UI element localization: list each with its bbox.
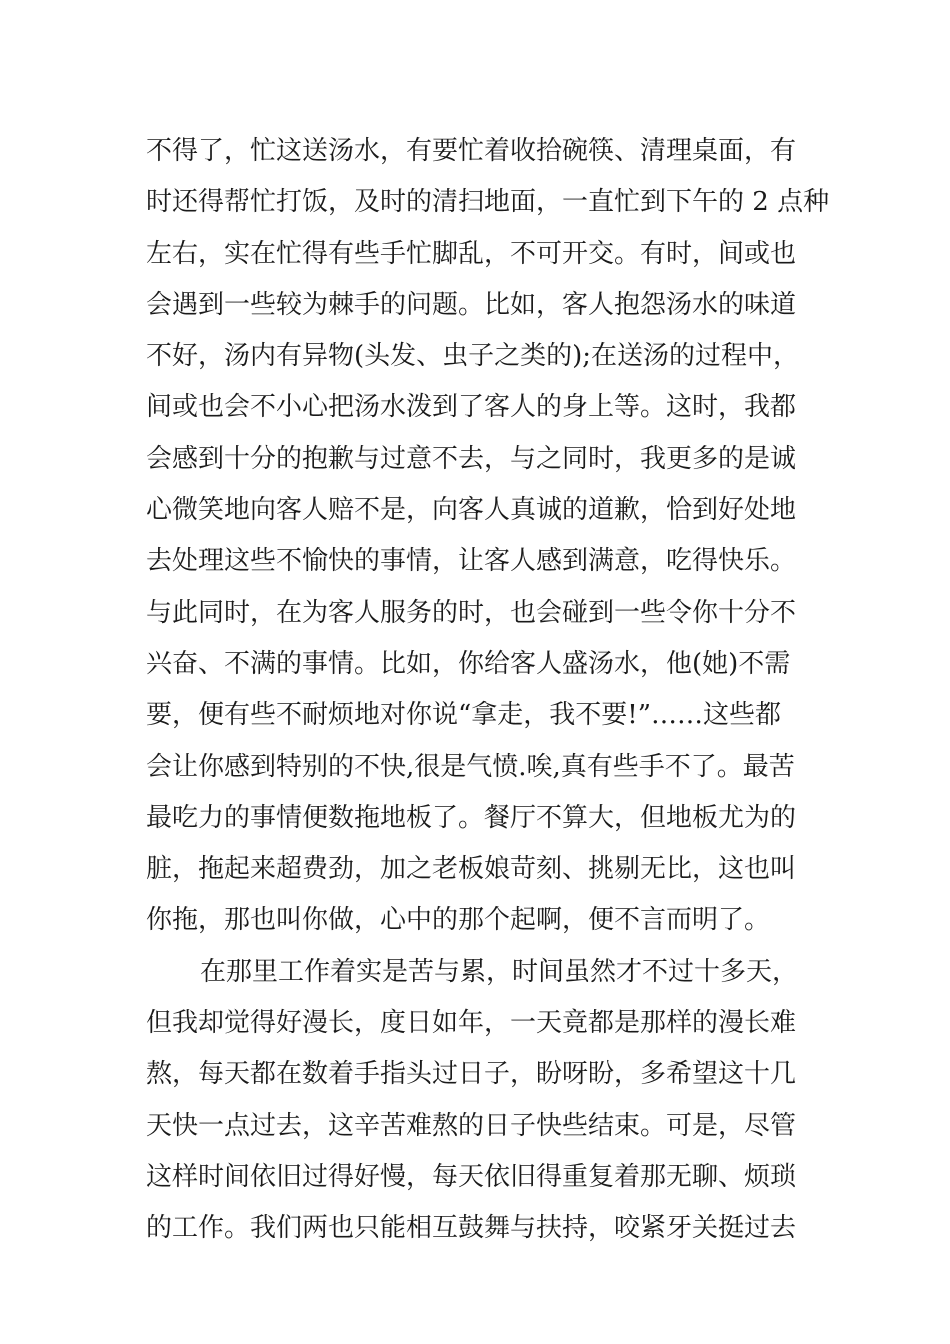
paragraph-start-line: 在那里工作着实是苦与累，时间虽然才不过十多天， — [200, 956, 799, 987]
text-line: 这样时间依旧过得好慢，每天依旧得重复着那无聊、烦琐 — [146, 1161, 797, 1192]
text-line: 但我却觉得好漫长，度日如年，一天竟都是那样的漫长难 — [146, 1008, 797, 1039]
text-line: 去处理这些不愉快的事情，让客人感到满意，吃得快乐。 — [146, 546, 797, 577]
text-line: 间或也会不小心把汤水泼到了客人的身上等。这时，我都 — [146, 392, 797, 423]
text-line: 会让你感到特别的不快,很是气愤.唉,真有些手不了。最苦 — [146, 751, 795, 782]
text-line: 不得了，忙这送汤水，有要忙着收拾碗筷、清理桌面，有 — [146, 136, 797, 166]
text-line: 不好，汤内有异物(头发、虫子之类的);在送汤的过程中， — [146, 341, 800, 372]
text-line: 的工作。我们两也只能相互鼓舞与扶持，咬紧牙关挺过去 — [146, 1213, 797, 1244]
text-line: 最吃力的事情便数拖地板了。餐厅不算大，但地板尤为的 — [146, 802, 797, 833]
text-line: 时还得帮忙打饭，及时的清扫地面，一直忙到下午的 2 点种 — [146, 187, 830, 218]
text-line: 兴奋、不满的事情。比如，你给客人盛汤水，他(她)不需 — [146, 648, 791, 679]
text-line: 心微笑地向客人赔不是，向客人真诚的道歉，恰到好处地 — [146, 495, 797, 526]
body-text — [146, 126, 830, 1255]
text-line: 左右，实在忙得有些手忙脚乱，不可开交。有时，间或也 — [146, 238, 797, 269]
text-line: 天快一点过去，这辛苦难熬的日子快些结束。可是，尽管 — [146, 1110, 797, 1141]
text-line: 与此同时，在为客人服务的时，也会碰到一些令你十分不 — [146, 597, 797, 628]
text-line: 要，便有些不耐烦地对你说“拿走，我不要!”……这些都 — [146, 700, 782, 731]
text-line: 熬，每天都在数着手指头过日子，盼呀盼，多希望这十几 — [146, 1059, 797, 1090]
text-line: 脏，拖起来超费劲，加之老板娘苛刻、挑剔无比，这也叫 — [146, 854, 797, 885]
text-line: 会感到十分的抱歉与过意不去，与之同时，我更多的是诚 — [146, 443, 797, 474]
text-line: 会遇到一些较为棘手的问题。比如，客人抱怨汤水的味道 — [146, 289, 797, 320]
text-line: 你拖，那也叫你做，心中的那个起啊，便不言而明了。 — [146, 905, 771, 936]
